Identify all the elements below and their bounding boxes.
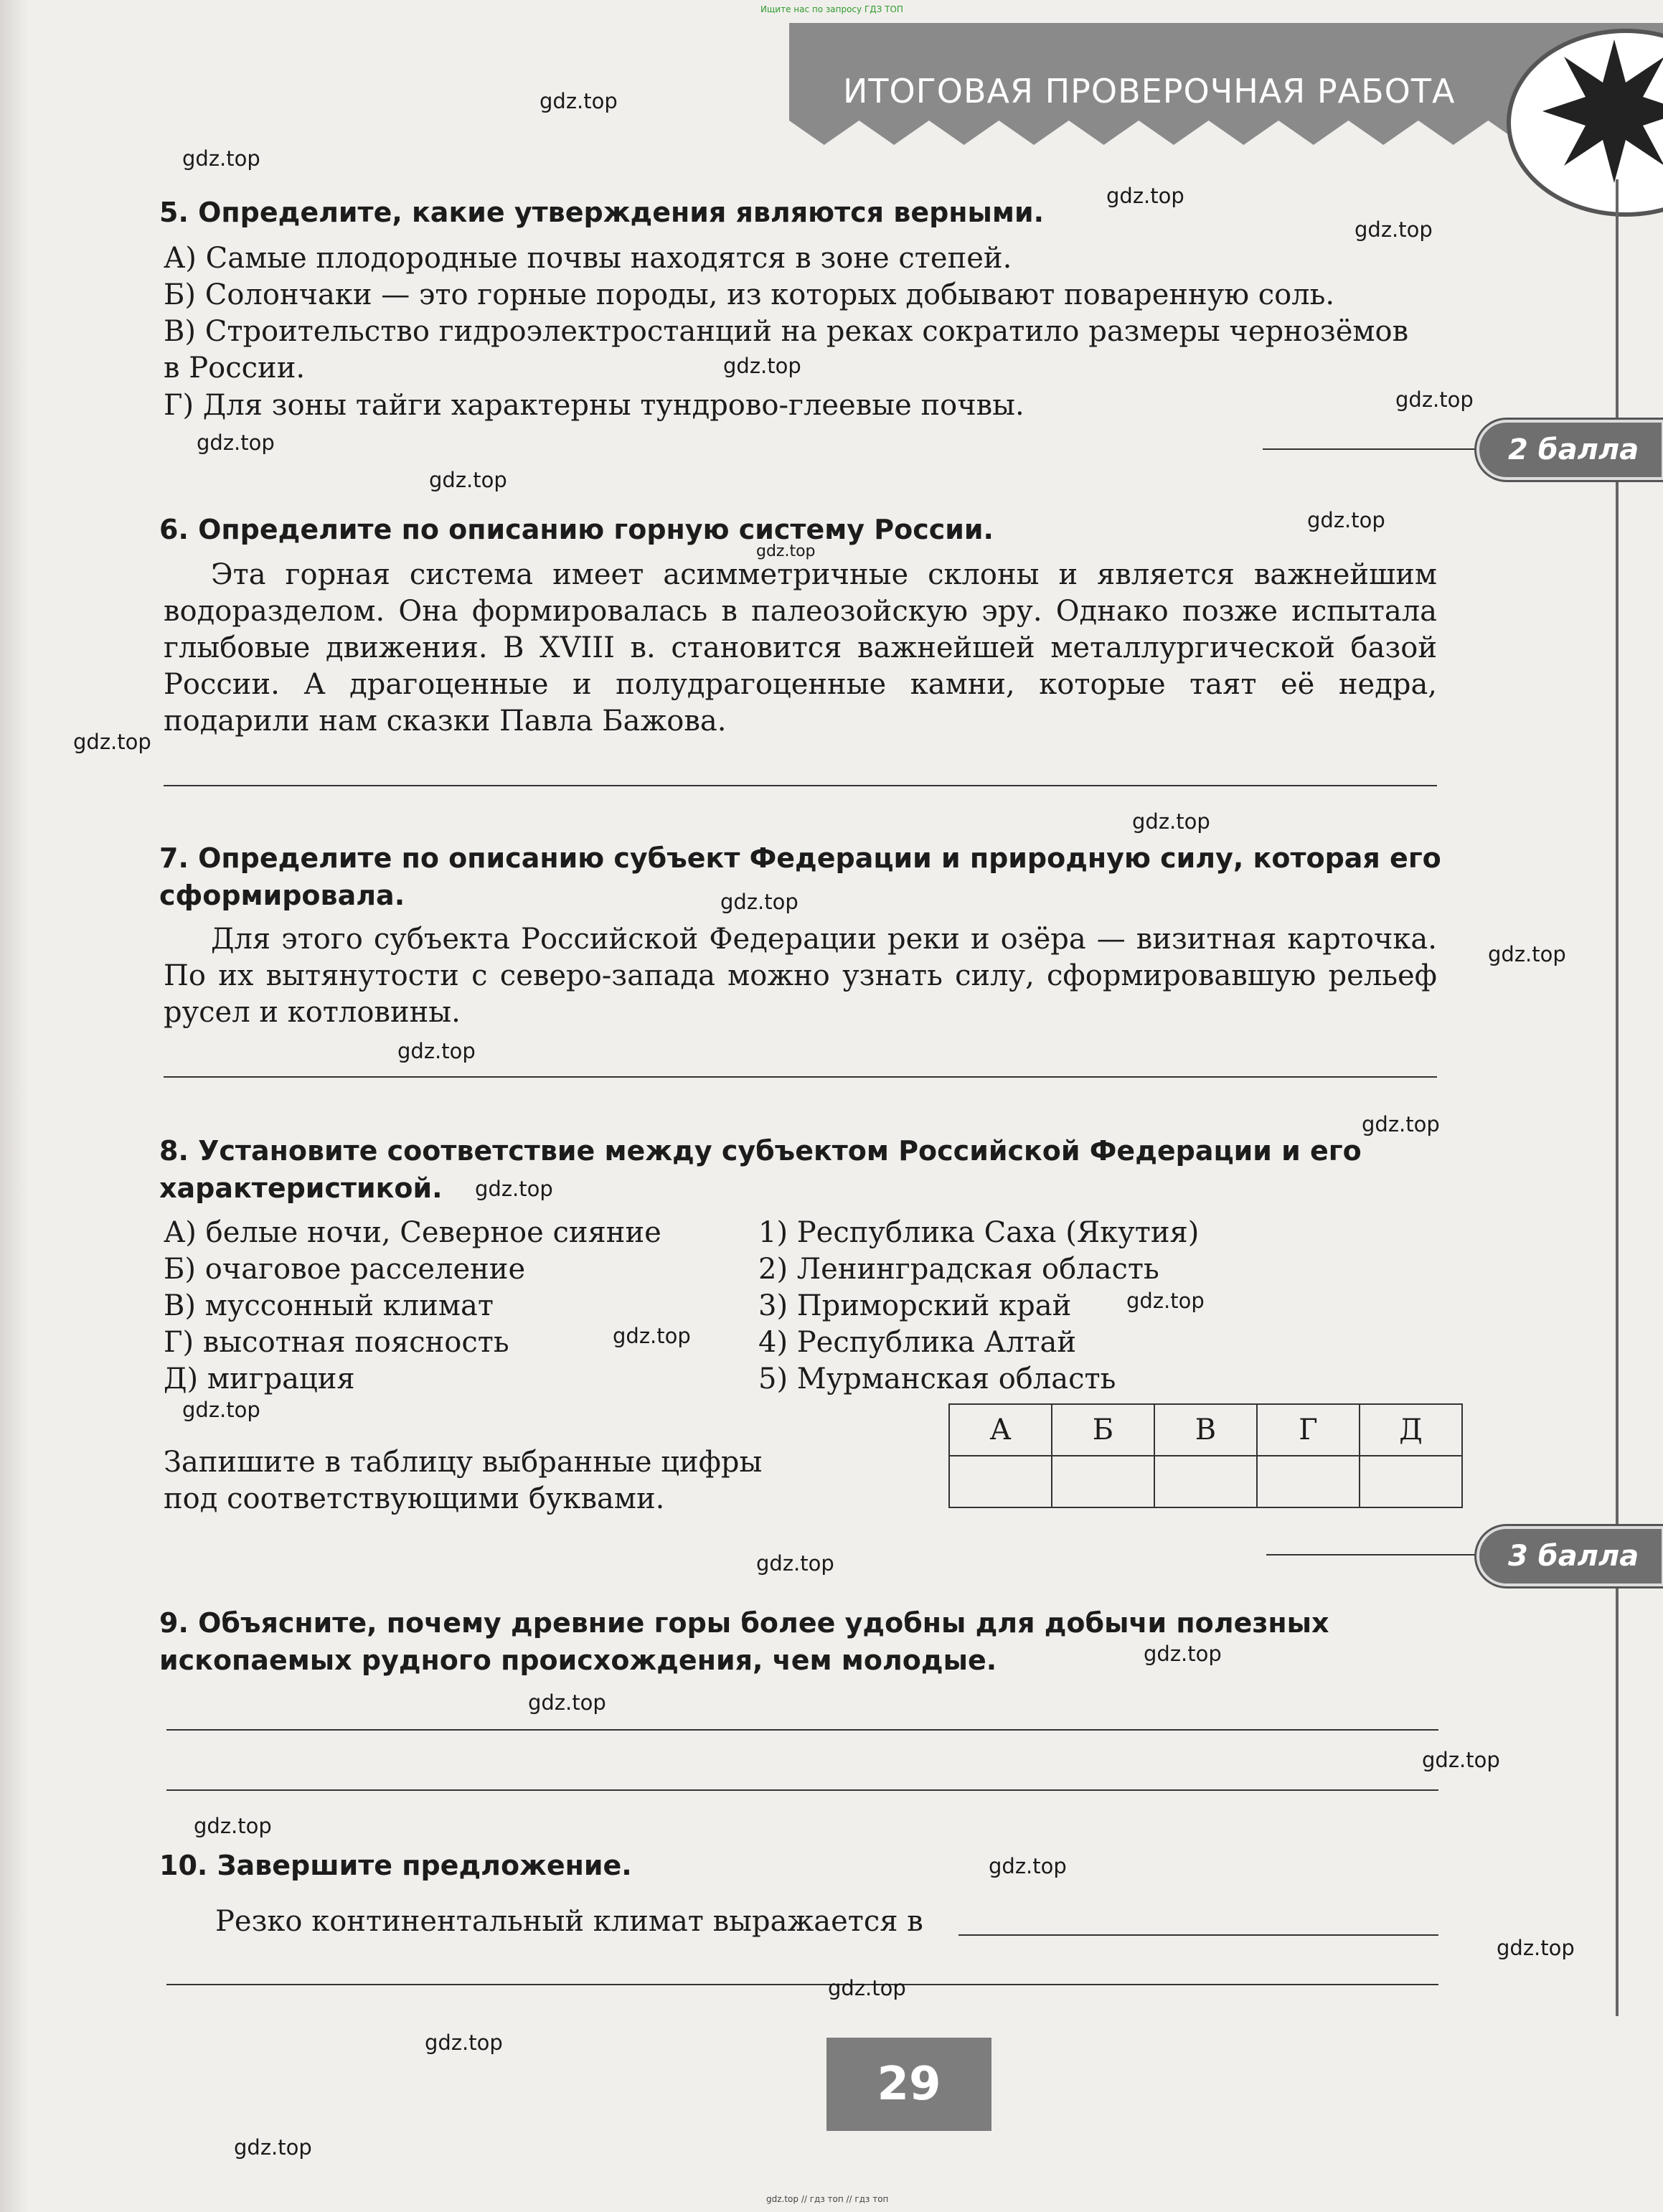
q8-right-1: 1) Республика Саха (Якутия) (758, 1216, 1200, 1249)
watermark: gdz.top (182, 1398, 260, 1422)
watermark: gdz.top (1362, 1112, 1440, 1136)
watermark: gdz.top (756, 542, 816, 560)
watermark: gdz.top (756, 1551, 834, 1576)
question-5-title: 5. Определите, какие утверждения являются верными. (159, 197, 1045, 228)
q8-right-4: 4) Республика Алтай (758, 1326, 1077, 1359)
watermark: gdz.top (1132, 809, 1210, 834)
watermark: gdz.top (425, 2030, 503, 2055)
q8-right-3: 3) Приморский край (758, 1289, 1072, 1322)
q8-instruction-line2: под соответствующими буквами. (164, 1482, 665, 1515)
q8-left-g: Г) высотная поясность (164, 1326, 509, 1359)
watermark: gdz.top (182, 146, 260, 171)
answer-cell-d[interactable] (1360, 1456, 1462, 1507)
watermark: gdz.top (723, 354, 801, 378)
q8-left-a: А) белые ночи, Северное сияние (164, 1216, 661, 1249)
score-badge-3: 3 балла (1476, 1526, 1663, 1586)
watermark: gdz.top (1422, 1748, 1500, 1772)
q5-option-v-line1: В) Строительство гидроэлектростанций на реках сократило размеры чернозёмов (164, 315, 1409, 348)
answer-table-header: Б (1052, 1404, 1154, 1456)
q8-right-5: 5) Мурманская область (758, 1363, 1116, 1396)
watermark: gdz.top (194, 1814, 272, 1838)
score-badge-2: 2 балла (1476, 420, 1663, 480)
q6-answer-line[interactable] (164, 785, 1437, 786)
watermark: gdz.top (1395, 387, 1474, 412)
answer-cell-v[interactable] (1154, 1456, 1257, 1507)
question-6-title: 6. Определите по описанию горную систему России. (159, 514, 994, 545)
watermark: gdz.top (234, 2135, 312, 2160)
watermark: gdz.top (1497, 1936, 1575, 1960)
answer-cell-g[interactable] (1257, 1456, 1360, 1507)
q5-option-g: Г) Для зоны тайги характерны тундрово-глеевые почвы. (164, 389, 1024, 422)
q10-answer-line-2[interactable] (166, 1984, 1438, 1985)
q9-answer-line-2[interactable] (166, 1789, 1438, 1791)
question-8-title: 8. Установите соответствие между субъектом Российской Федерации и его характеристикой. (159, 1135, 1362, 1204)
watermark: gdz.top (1488, 942, 1566, 966)
q7-answer-line[interactable] (164, 1076, 1437, 1078)
watermark: gdz.top (429, 468, 507, 492)
q8-left-v: В) муссонный климат (164, 1289, 494, 1322)
q8-badge-line (1266, 1554, 1481, 1556)
page-binding-shadow (0, 0, 29, 2212)
answer-table-input-row (949, 1456, 1462, 1507)
q8-left-b: Б) очаговое расселение (164, 1253, 526, 1286)
question-10-title: 10. Завершите предложение. (159, 1850, 632, 1881)
watermark: gdz.top (528, 1690, 606, 1715)
watermark: gdz.top (1307, 508, 1385, 532)
q9-answer-line-1[interactable] (166, 1729, 1438, 1731)
page-number: 29 (826, 2038, 991, 2131)
q5-option-b: Б) Солончаки — это горные породы, из которых добывают поваренную соль. (164, 278, 1335, 311)
top-url[interactable]: Ищите нас по запросу ГДЗ ТОП (760, 4, 903, 14)
q8-left-d: Д) миграция (164, 1363, 355, 1396)
answer-cell-b[interactable] (1052, 1456, 1154, 1507)
q10-sentence: Резко континентальный климат выражается в (215, 1905, 923, 1938)
q5-badge-line (1263, 448, 1481, 450)
watermark: gdz.top (73, 730, 151, 754)
watermark: gdz.top (613, 1324, 691, 1348)
q10-answer-line-1[interactable] (958, 1934, 1438, 1936)
answer-cell-a[interactable] (949, 1456, 1052, 1507)
q5-option-a: А) Самые плодородные почвы находятся в зоне степей. (164, 242, 1012, 275)
q8-answer-table (948, 1403, 1463, 1508)
answer-table-header: В (1154, 1404, 1257, 1456)
watermark: gdz.top (828, 1976, 906, 2000)
question-9-title: 9. Объясните, почему древние горы более удобны для добычи полезных ископаемых рудного происхождения, чем молодые. (159, 1607, 1329, 1676)
answer-table-header: Д (1360, 1404, 1462, 1456)
question-7-title: 7. Определите по описанию субъект Федерации и природную силу, которая его сформировала. (159, 842, 1441, 911)
bottom-url[interactable]: gdz.top // гдз топ // гдз топ (766, 2194, 889, 2204)
watermark: gdz.top (540, 89, 618, 113)
answer-table-header-row (949, 1404, 1462, 1456)
watermark: gdz.top (475, 1177, 553, 1201)
watermark: gdz.top (397, 1039, 476, 1063)
answer-table-header: А (949, 1404, 1052, 1456)
watermark: gdz.top (1144, 1642, 1222, 1666)
q5-option-v-line2: в России. (164, 352, 306, 385)
watermark: gdz.top (197, 430, 275, 455)
header-title: ИТОГОВАЯ ПРОВЕРОЧНАЯ РАБОТА (843, 72, 1456, 110)
q8-right-2: 2) Ленинградская область (758, 1253, 1159, 1286)
watermark: gdz.top (989, 1854, 1067, 1878)
watermark: gdz.top (1355, 217, 1433, 242)
watermark: gdz.top (1106, 184, 1184, 208)
q6-description: Эта горная система имеет асимметричные склоны и является важнейшим водоразделом. Она формировалась в палеозойскую эру. Однако позже испытала глыбовые движения. В XVIII в. становится важнейшей металлургической базой России. А драгоценные и полудрагоценные камни, которые таят её недра, подарили нам сказки Павла Бажова. (164, 558, 1437, 738)
answer-table-header: Г (1257, 1404, 1360, 1456)
q8-instruction-line1: Запишите в таблицу выбранные цифры (164, 1446, 763, 1479)
watermark: gdz.top (1126, 1289, 1205, 1313)
watermark: gdz.top (720, 890, 798, 914)
q7-description: Для этого субъекта Российской Федерации реки и озёра — визитная карточка. По их вытянутости с северо-запада можно узнать силу, сформировавшую рельеф русел и котловины. (164, 923, 1437, 1029)
